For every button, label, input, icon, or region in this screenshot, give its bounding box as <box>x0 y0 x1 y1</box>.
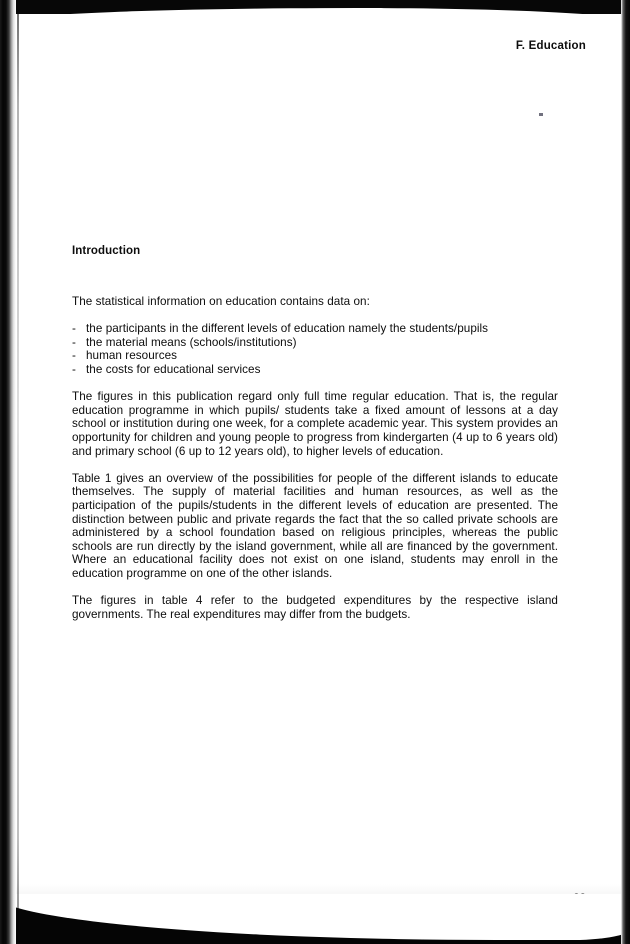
list-item <box>72 363 558 377</box>
list-item <box>72 336 558 350</box>
data-topics-list <box>72 322 558 376</box>
body-paragraph: The figures in table 4 refer to the budgeted expenditures by the respective island governments. The real expenditures may differ from the budgets. <box>72 594 558 621</box>
list-item <box>72 322 558 336</box>
body-paragraph: The figures in this publication regard only full time regular education. That is, the regular education programme in which pupils/ students take a fixed amount of lessons at a day school or institution during one week, for a complete academic year. This system provides an opportunity for children and young people to progress from kindergarten (4 up to 6 years old) and primary school (6 up to 12 years old), to higher levels of education. <box>72 390 558 458</box>
list-item-label: the material means (schools/institutions) <box>86 335 297 349</box>
list-item-label: the participants in the different levels of education namely the students/pupils <box>86 322 489 336</box>
dash-bullet-icon: - <box>72 322 76 336</box>
scan-left-binding-edge <box>0 0 16 944</box>
dash-bullet-icon: - <box>72 335 76 349</box>
page-content <box>72 245 558 621</box>
body-paragraph: Table 1 gives an overview of the possibilities for people of the different islands to educate themselves. The supply of material facilities and human resources, as well as the participation of the pupils/students in the different levels of education are presented. The distinction between public and private regards the fact that the so called private schools are administered by a school foundation based on religious principles, whereas the public schools are run directly by the island government, while all are financed by the government. Where an educational facility does not exist on one island, students may enroll in the education programme on one of the other islands. <box>72 471 558 580</box>
intro-lead-paragraph: The statistical information on education contains data on: <box>72 295 370 308</box>
dash-bullet-icon: - <box>72 362 76 376</box>
scan-speck-artifact <box>539 113 543 116</box>
scan-left-crease-shadow <box>17 14 19 930</box>
dash-bullet-icon: - <box>72 349 76 363</box>
running-header: F. Education <box>515 40 586 52</box>
section-title: Introduction <box>72 245 141 257</box>
scan-right-edge <box>621 0 630 944</box>
list-item-label: human resources <box>86 349 178 363</box>
list-item-label: the costs for educational services <box>86 362 261 376</box>
list-item <box>72 349 558 363</box>
